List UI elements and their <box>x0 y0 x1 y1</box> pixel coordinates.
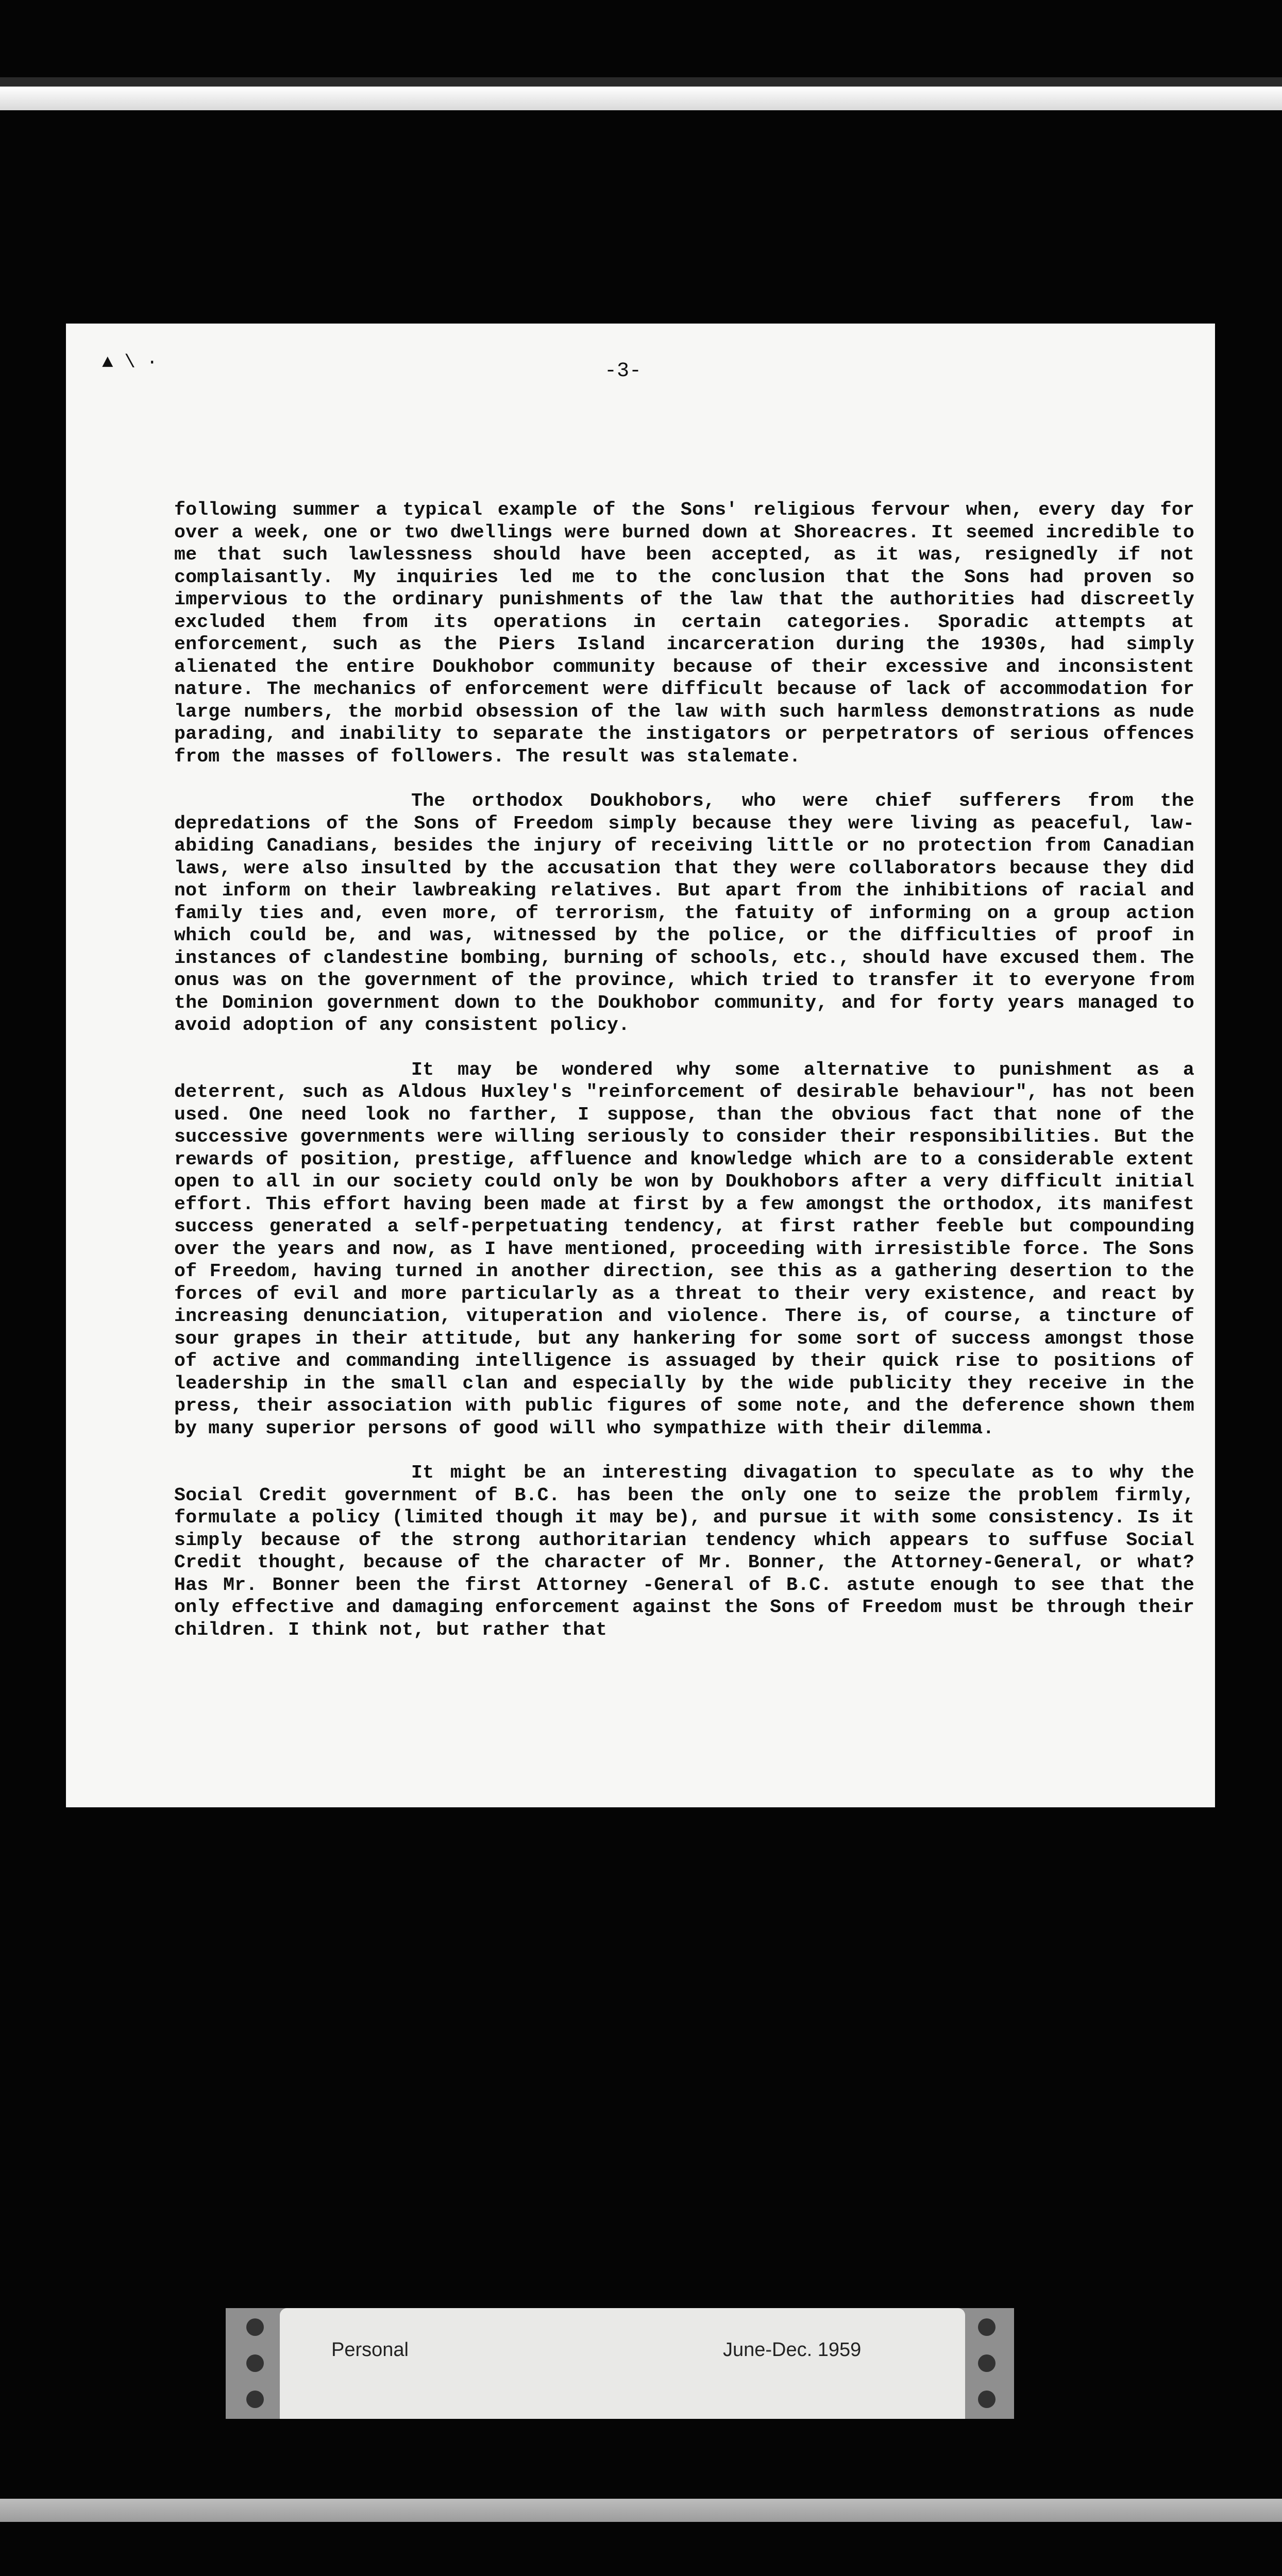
file-tab-left-label: Personal <box>331 2339 409 2361</box>
punch-hole-icon <box>246 2391 264 2408</box>
page-number: -3- <box>604 360 642 383</box>
paragraph: It might be an interesting divagation to speculate as to why the Social Credit government of B.C. has been the only one to seize the problem firmly, formulate a policy (limited though it may be), and pursue it with some consistency. Is it simply because of the strong authoritarian tendency which appears to suffuse Social Credit thought, because of the character of Mr. Bonner, the Attorney-General, or what? Has Mr. Bonner been the first Attorney -General of B.C. astute enough to see that the only effective and damaging enforcement against the Sons of Freedom must be through their children. I think not, but rather that <box>174 1462 1194 1640</box>
punch-hole-icon <box>978 2391 996 2408</box>
punch-hole-icon <box>246 2354 264 2372</box>
punch-hole-icon <box>978 2318 996 2336</box>
file-tab-label-area <box>280 2308 965 2419</box>
punch-hole-icon <box>978 2354 996 2372</box>
film-top-strip <box>0 87 1282 110</box>
file-tab-right-label: June-Dec. 1959 <box>723 2339 862 2361</box>
file-tab-card <box>226 2308 1014 2419</box>
page-corner-mark: ▲ \ · <box>102 352 158 373</box>
typed-page <box>66 324 1215 1807</box>
film-bottom-strip <box>0 2499 1282 2522</box>
paragraph: following summer a typical example of the Sons' religious fervour when, every day for over a week, one or two dwellings were burned down at Shoreacres. It seemed incredible to me that such lawlessness should have been accepted, as it was, resignedly if not complaisantly. My inquiries led me to the conclusion that the Sons had proven so impervious to the ordinary punishments of the law that the authorities had discreetly excluded them from its operations in certain categories. Sporadic attempts at enforcement, such as the Piers Island incarceration during the 1930s, had simply alienated the entire Doukhobor community because of their excessive and inconsistent nature. The mechanics of enforcement were difficult because of lack of accommodation for large numbers, the morbid obsession of the law with such harmless demonstrations as nude parading, and inability to separate the instigators or perpetrators of serious offences from the masses of followers. The result was stalemate. <box>174 499 1194 767</box>
punch-hole-icon <box>246 2318 264 2336</box>
paragraph: It may be wondered why some alternative to punishment as a deterrent, such as Aldous Huxley's "reinforcement of desirable behaviour", has not been used. One need look no farther, I suppose, than the obvious fact that none of the successive governments were willing seriously to consider their responsibilities. But the rewards of position, prestige, affluence and knowledge which are to a considerable extent open to all in our society could only be won by Doukhobors after a very difficult initial effort. This effort having been made at first by a few amongst the orthodox, its manifest success generated a self-perpetuating tendency, at first rather feeble but compounding over the years and now, as I have mentioned, proceeding with irresistible force. The Sons of Freedom, having turned in another direction, see this as a gathering desertion to the forces of evil and more particularly as a threat to their very existence, and react by increasing denunciation, vituperation and violence. There is, of course, a tincture of sour grapes in their attitude, but any hankering for some sort of success amongst those of active and commanding intelligence is assuaged by their quick rise to positions of leadership in the small clan and especially by the wide publicity they receive in the press, their association with public figures of some note, and the deference shown them by many superior persons of good will who sympathize with their dilemma. <box>174 1059 1194 1439</box>
page-body <box>174 499 1194 1663</box>
film-top-edge <box>0 77 1282 87</box>
paragraph: The orthodox Doukhobors, who were chief sufferers from the depredations of the Sons of Freedom simply because they were living as peaceful, law-abiding Canadians, besides the injury of receiving little or no protection from Canadian laws, were also insulted by the accusation that they were collaborators because they did not inform on their lawbreaking relatives. But apart from the inhibitions of racial and family ties and, even more, of terrorism, the fatuity of informing on a group action which could be, and was, witnessed by the police, or the difficulties of proof in instances of clandestine bombing, burning of schools, etc., should have excused them. The onus was on the government of the province, which tried to transfer it to everyone from the Dominion government down to the Doukhobor community, and for forty years managed to avoid adoption of any consistent policy. <box>174 790 1194 1036</box>
